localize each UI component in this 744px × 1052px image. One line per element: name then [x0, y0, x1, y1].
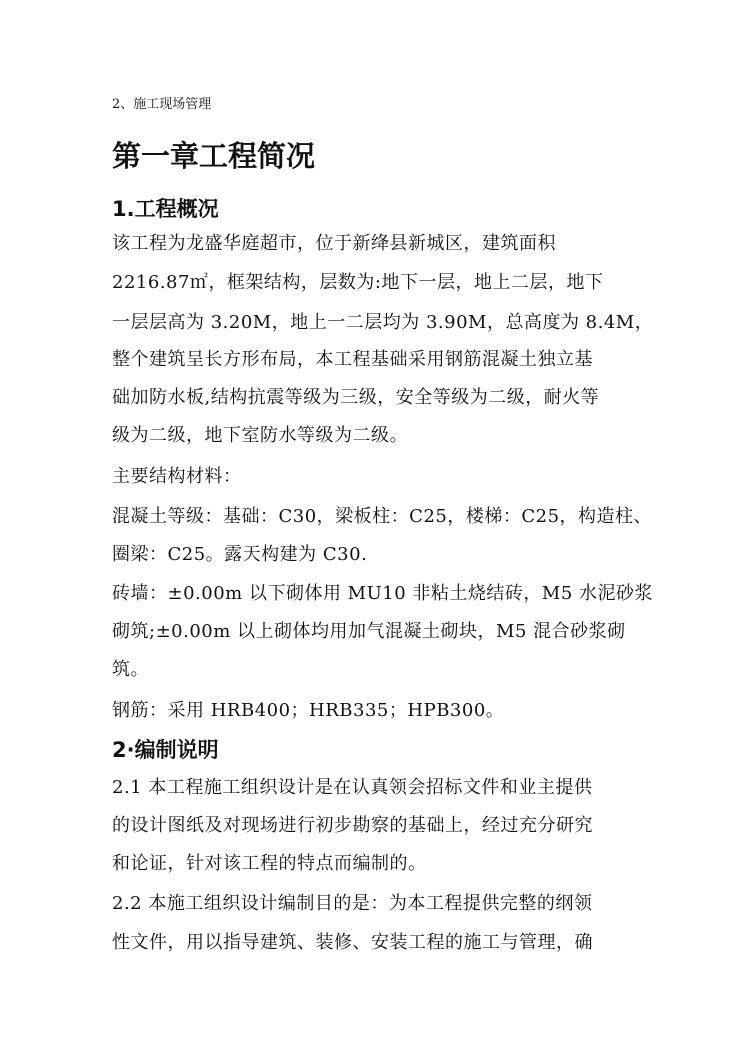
paragraph-line: 础加防水板,结构抗震等级为三级，安全等级为二级，耐火等 [112, 387, 600, 408]
header-note: 2、施工现场管理 [112, 97, 212, 112]
paragraph-line: 性文件，用以指导建筑、装修、安装工程的施工与管理，确 [112, 932, 593, 953]
paragraph-line: 该工程为龙盛华庭超市，位于新绛县新城区，建筑面积 [112, 233, 556, 254]
section-title-compilation: 2·编制说明 [112, 738, 219, 762]
section-title-overview: 1.工程概况 [112, 197, 219, 221]
masonry-line: 砖墙：±0.00m 以下砌体用 MU10 非粘土烧结砖，M5 水泥砂浆 [112, 583, 654, 604]
paragraph-line: 的设计图纸及对现场进行初步勘察的基础上，经过充分研究 [112, 815, 593, 836]
materials-heading: 主要结构材料： [112, 466, 242, 487]
concrete-line: 混凝土等级：基础：C30，梁板柱：C25，楼梯：C25，构造柱、 [112, 506, 653, 527]
masonry-line: 筑。 [112, 659, 149, 680]
rebar-line: 钢筋：采用 HRB400；HRB335；HPB300。 [112, 700, 505, 721]
concrete-line: 圈梁：C25。露天构建为 C30. [112, 544, 368, 565]
area-text-rest: ，框架结构，层数为:地下一层，地上二层，地下 [208, 272, 604, 293]
paragraph-line: 级为二级，地下室防水等级为二级。 [112, 425, 408, 446]
chapter-title: 第一章工程简况 [112, 139, 316, 173]
paragraph-line: 2.1 本工程施工组织设计是在认真领会招标文件和业主提供 [112, 777, 593, 798]
paragraph-line-with-area [112, 268, 604, 298]
area-text: 2216.87㎡ [112, 272, 209, 293]
paragraph-line: 整个建筑呈长方形布局，本工程基础采用钢筋混凝土独立基 [112, 349, 593, 370]
masonry-line: 砌筑;±0.00m 以上砌体均用加气混凝土砌块，M5 混合砂浆砌 [112, 621, 626, 642]
paragraph-line: 2.2 本施工组织设计编制目的是：为本工程提供完整的纲领 [112, 893, 593, 914]
paragraph-line: 一层层高为 3.20M，地上一二层均为 3.90M，总高度为 8.4M， [112, 312, 654, 333]
paragraph-line: 和论证，针对该工程的特点而编制的。 [112, 853, 427, 874]
